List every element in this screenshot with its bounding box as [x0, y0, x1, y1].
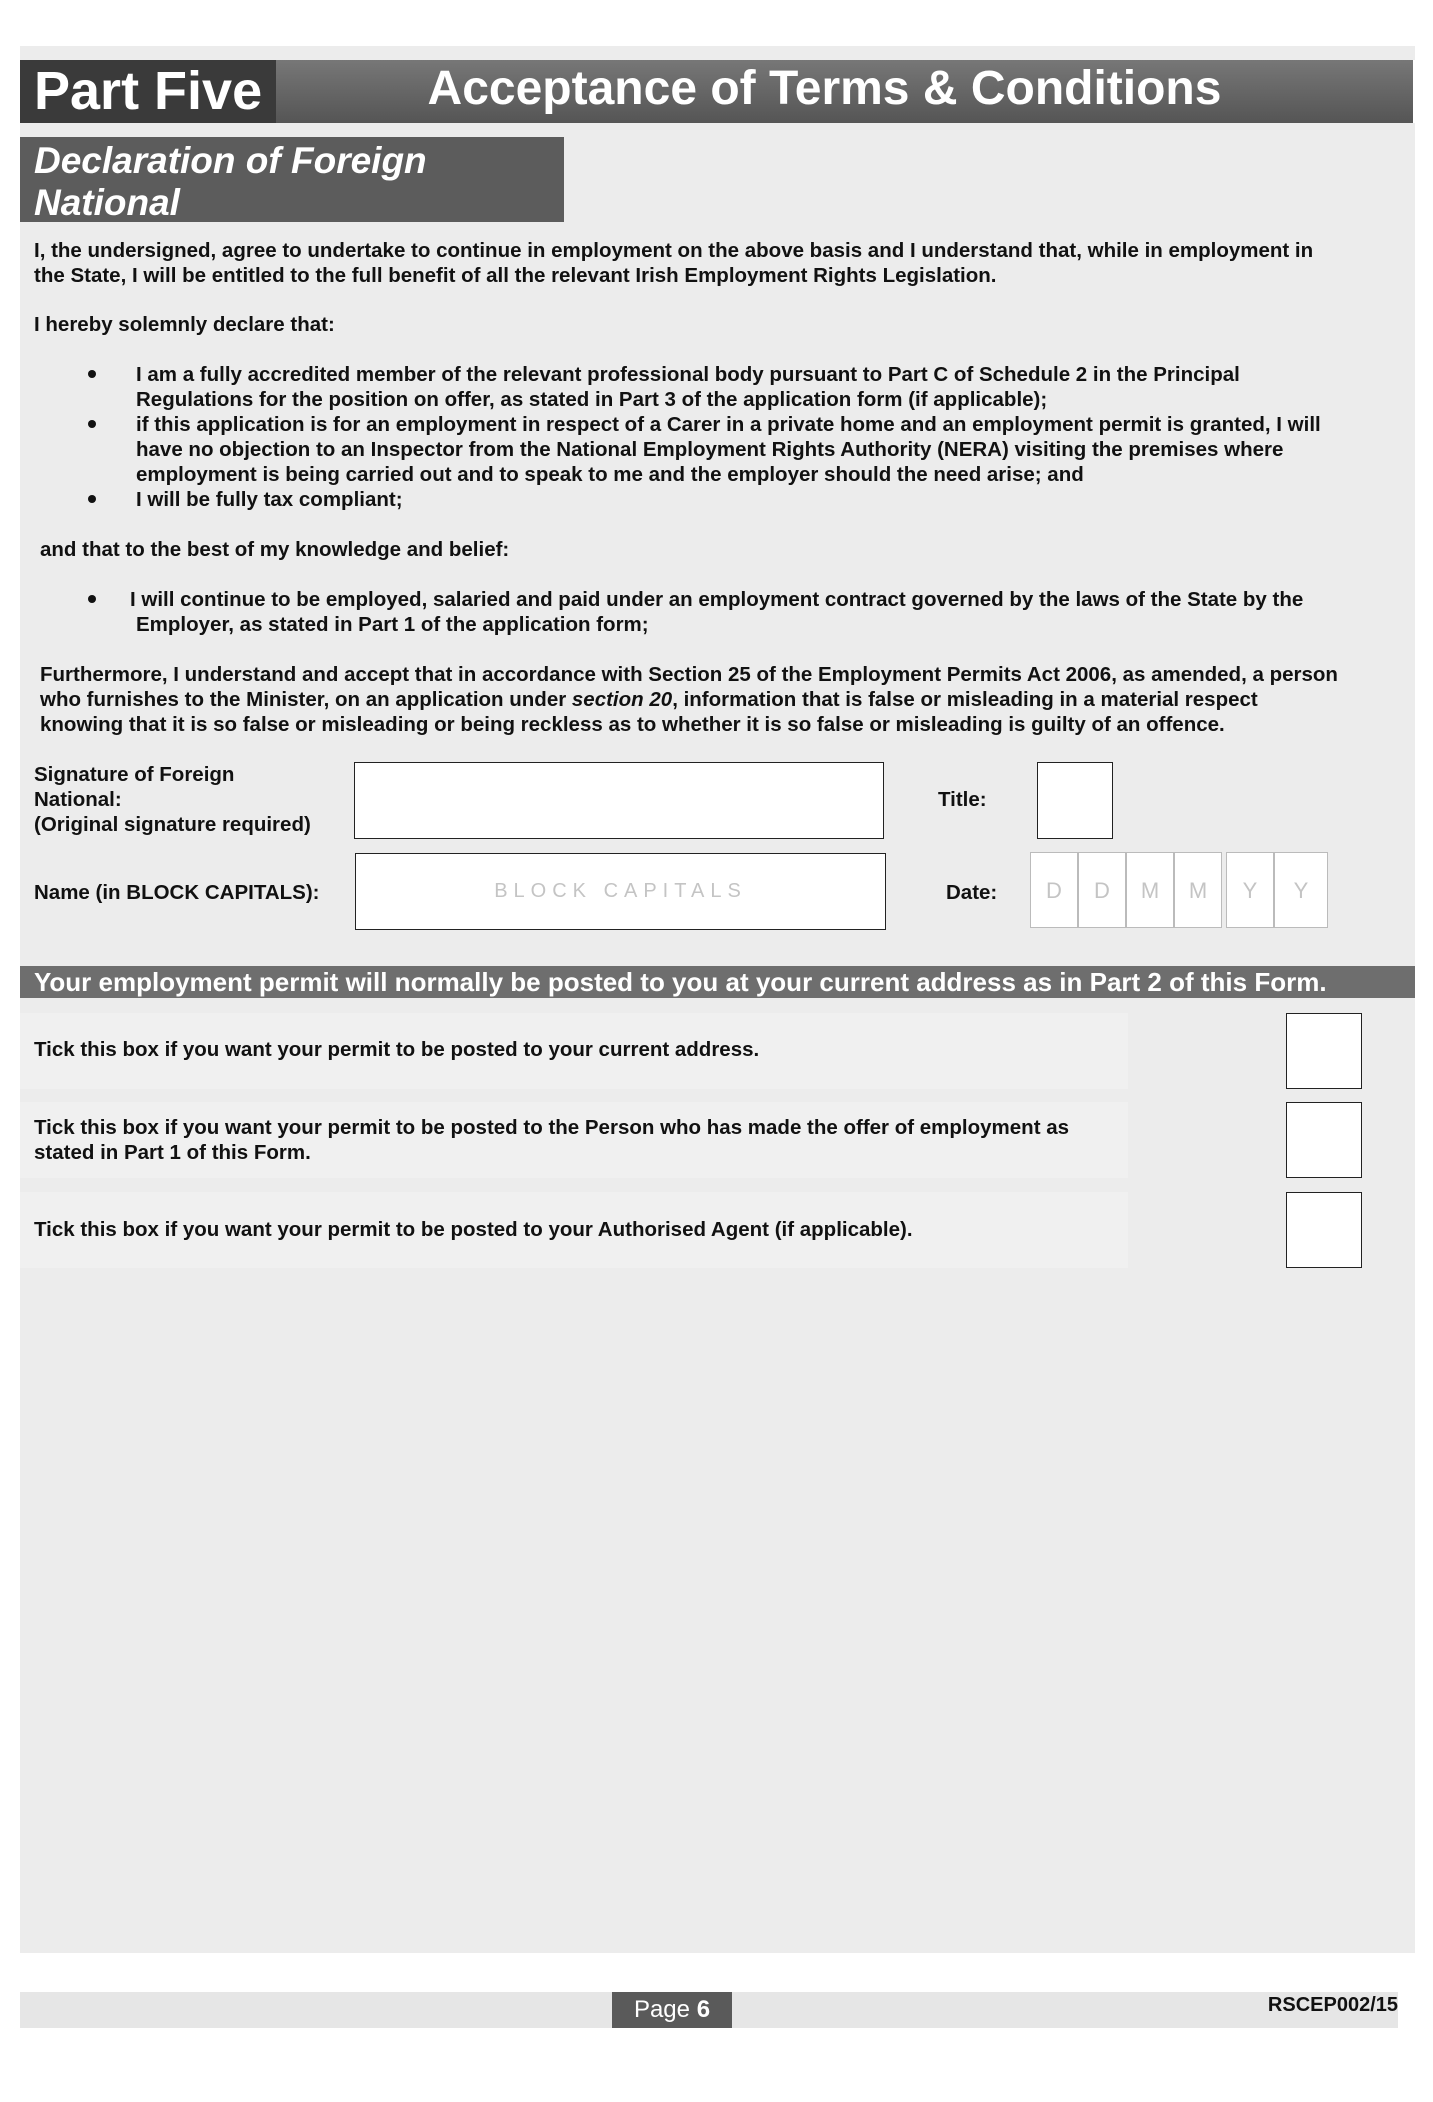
bullet	[88, 595, 96, 603]
date-cell-day[interactable]: D	[1078, 852, 1126, 928]
date-label: Date:	[946, 881, 998, 904]
offence-paragraph: Furthermore, I understand and accept that in accordance with Section 25 of the Employment Permits Act 2006, as amended, a person who furnishes to the Minister, on an application under section 20, information that is false or misleading in a material respect knowing that it is so false or misleading or being reckless as to whether it is so false or misleading is guilty of an offence.	[40, 663, 1338, 736]
tick-option-label: Tick this box if you want your permit to be posted to the Person who has made the offer of employment as stated in Part 1 of this Form.	[34, 1116, 1070, 1164]
bullet	[88, 495, 96, 503]
delivery-notice: Your employment permit will normally be posted to you at your current address as in Part 2 of this Form.	[20, 966, 1415, 998]
part-label: Part Five	[20, 60, 276, 123]
bullet	[88, 420, 96, 428]
declaration-item: I am a fully accredited member of the relevant professional body pursuant to Part C of Schedule 2 in the Principal Regulations for the position on offer, as stated in Part 3 of the application form (if applicable);	[136, 363, 1240, 411]
date-cell-year[interactable]: Y	[1274, 852, 1328, 928]
part-header	[20, 60, 1413, 123]
section-title: Declaration of Foreign National	[20, 137, 564, 222]
belief-item: I will continue to be employed, salaried and paid under an employment contract governed by the laws of the State by the Employer, as stated in Part 1 of the application form;	[130, 588, 1304, 636]
date-cell-month[interactable]: M	[1174, 852, 1222, 928]
tick-option-label: Tick this box if you want your permit to be posted to your current address.	[34, 1038, 760, 1061]
title-label: Title:	[938, 788, 987, 811]
name-label: Name (in BLOCK CAPITALS):	[34, 881, 320, 904]
date-cell-month[interactable]: M	[1126, 852, 1174, 928]
intro-paragraph: I, the undersigned, agree to undertake to continue in employment on the above basis and I understand that, while in employment in the State, I will be entitled to the full benefit of all the relevant Irish Employment Rights Legislation.	[34, 239, 1314, 287]
name-input[interactable]: BLOCK CAPITALS	[355, 853, 886, 930]
tick-box-agent[interactable]	[1286, 1192, 1362, 1268]
title-field[interactable]	[1037, 762, 1113, 839]
page-title: Acceptance of Terms & Conditions	[276, 60, 1413, 123]
tick-box-employer[interactable]	[1286, 1102, 1362, 1178]
form-code: RSCEP002/15	[1267, 1994, 1398, 2016]
declaration-item: I will be fully tax compliant;	[136, 488, 403, 511]
page-number: Page 6	[612, 1992, 732, 2028]
top-strip	[20, 46, 1415, 60]
tick-box-current-address[interactable]	[1286, 1013, 1362, 1089]
signature-label: Signature of Foreign National: (Original signature required)	[34, 763, 311, 836]
tick-option-label: Tick this box if you want your permit to be posted to your Authorised Agent (if applicable).	[34, 1218, 913, 1241]
belief-heading: and that to the best of my knowledge and belief:	[40, 538, 510, 561]
bullet	[88, 370, 96, 378]
signature-field[interactable]	[354, 762, 884, 839]
date-cell-year[interactable]: Y	[1226, 852, 1274, 928]
date-cell-day[interactable]: D	[1030, 852, 1078, 928]
declare-heading: I hereby solemnly declare that:	[34, 313, 335, 336]
declaration-item: if this application is for an employment in respect of a Carer in a private home and an employment permit is granted, I will have no objection to an Inspector from the National Employment Rights Authority (NERA) visiting the premises where employment is being carried out and to speak to me and the employer should the need arise; and	[136, 413, 1321, 486]
